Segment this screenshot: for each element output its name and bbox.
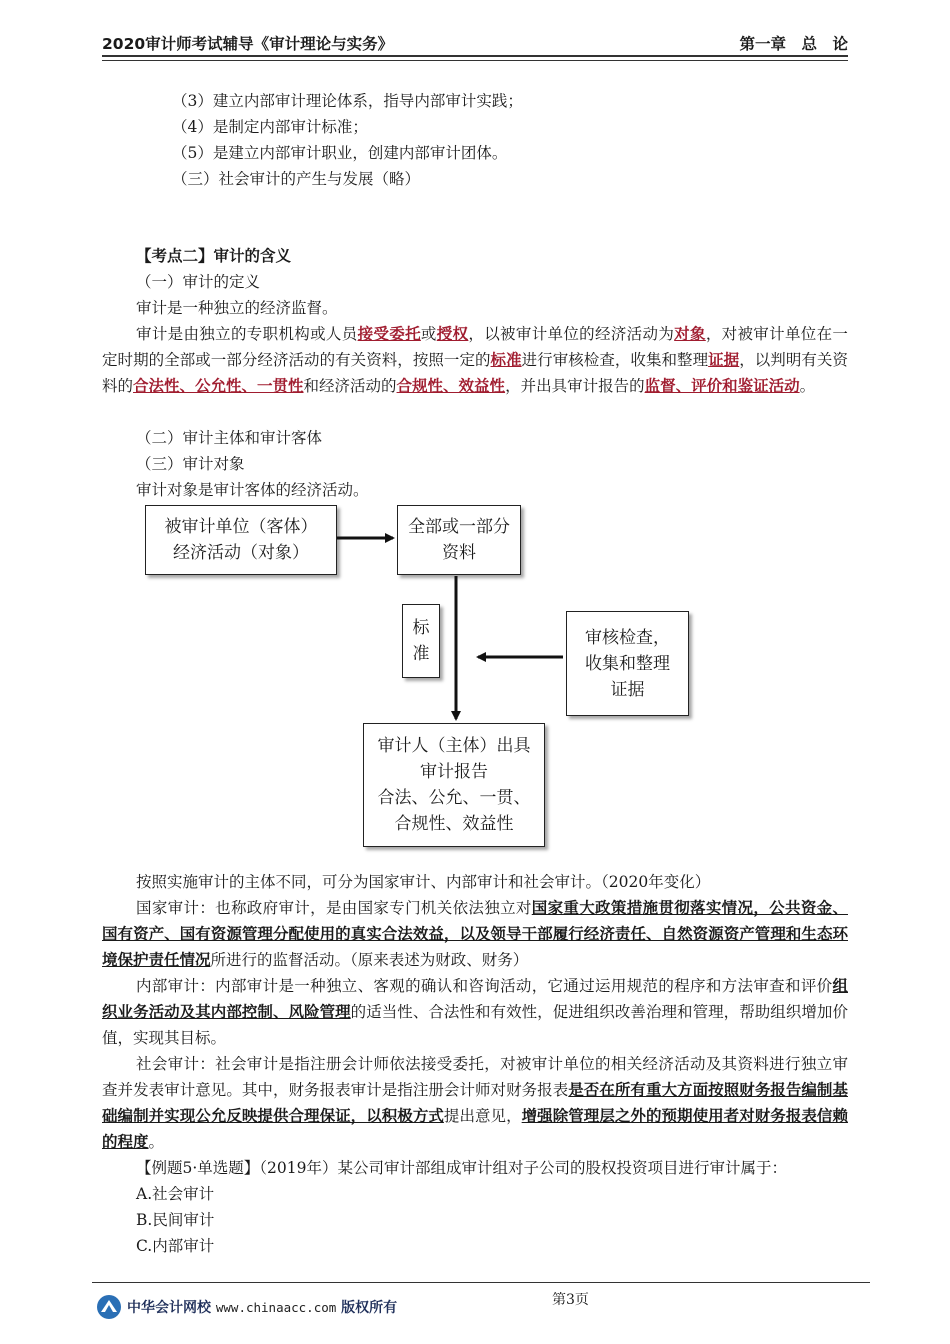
section-social-audit: （三）社会审计的产生与发展（略） — [172, 170, 421, 188]
subsection-audit-object: （三）审计对象 — [136, 455, 245, 473]
national-audit-paragraph: 国家审计：也称政府审计，是由国家专门机关依法独立对国家重大政策措施贯彻落实情况，公共资金、国有资产、国有资源管理分配使用的真实合法效益，以及领导干部履行经济责任、自然资源资产管理和生态环境保护责任情况所进行的监督活动。（原来表述为财政、财务） — [102, 899, 848, 969]
chinaacc-logo-icon — [96, 1294, 122, 1320]
social-audit-paragraph: 社会审计：社会审计是指注册会计师依法接受委托，对被审计单位的相关经济活动及其资料进行独立审查并发表审计意见。其中，财务报表审计是指注册会计师对财务报表是否在所有重大方面按照财务报告编制基础编制并实现公允反映提供合理保证，以积极方式提出意见，增强除管理层之外的预期使用者对财务报表信赖的程度。 — [102, 1055, 848, 1151]
page-number: 第3页 — [552, 1292, 589, 1308]
audit-classification: 按照实施审计的主体不同，可分为国家审计、内部审计和社会审计。（2020年变化） — [136, 873, 711, 891]
audit-object-text: 审计对象是审计客体的经济活动。 — [136, 481, 369, 499]
box-audit-report: 审计人（主体）出具 审计报告 合法、公允、一贯、 合规性、效益性 — [363, 723, 545, 847]
footer-rights: 版权所有 — [341, 1300, 398, 1316]
option-c: C.内部审计 — [136, 1237, 215, 1255]
definition-summary: 审计是一种独立的经济监督。 — [136, 299, 338, 317]
header-title: 2020审计师考试辅导《审计理论与实务》 — [102, 35, 394, 53]
list-item-4: （4）是制定内部审计标准； — [172, 118, 368, 136]
box-materials: 全部或一部分 资料 — [397, 505, 521, 575]
footer-url[interactable]: www.chinaacc.com — [215, 1300, 337, 1315]
list-item-3: （3）建立内部审计理论体系，指导内部审计实践； — [172, 92, 523, 110]
footer-rule — [92, 1282, 870, 1283]
box-standard: 标 准 — [402, 604, 440, 678]
example-question: 【例题5·单选题】（2019年）某公司审计部组成审计组对子公司的股权投资项目进行审计属于： — [136, 1159, 787, 1177]
box-audited-entity: 被审计单位（客体） 经济活动（对象） — [145, 505, 337, 575]
box-evidence: 审核检查， 收集和整理 证据 — [566, 611, 689, 716]
kaodian-heading: 【考点二】审计的含义 — [136, 247, 292, 265]
list-item-5: （5）是建立内部审计职业，创建内部审计团体。 — [172, 144, 508, 162]
subsection-subject-object: （二）审计主体和审计客体 — [136, 429, 323, 447]
footer-brand-name: 中华会计网校 — [127, 1300, 211, 1316]
definition-paragraph: 审计是由独立的专职机构或人员接受委托或授权，以被审计单位的经济活动为对象，对被审计单位在一定时期的全部或一部分经济活动的有关资料，按照一定的标准进行审核检查，收集和整理证据，以判明有关资料的合法性、公允性、一贯性和经济活动的合规性、效益性，并出具审计报告的监督、评价和鉴证活动。 — [102, 325, 848, 395]
header-chapter: 第一章 总 论 — [739, 35, 848, 53]
option-a: A.社会审计 — [136, 1185, 215, 1203]
footer-brand — [127, 1297, 397, 1317]
internal-audit-paragraph: 内部审计：内部审计是一种独立、客观的确认和咨询活动，它通过运用规范的程序和方法审查和评价组织业务活动及其内部控制、风险管理的适当性、合法性和有效性，促进组织改善治理和管理，帮助组织增加价值，实现其目标。 — [102, 977, 848, 1047]
option-b: B.民间审计 — [136, 1211, 215, 1229]
subsection-definition: （一）审计的定义 — [136, 273, 261, 291]
